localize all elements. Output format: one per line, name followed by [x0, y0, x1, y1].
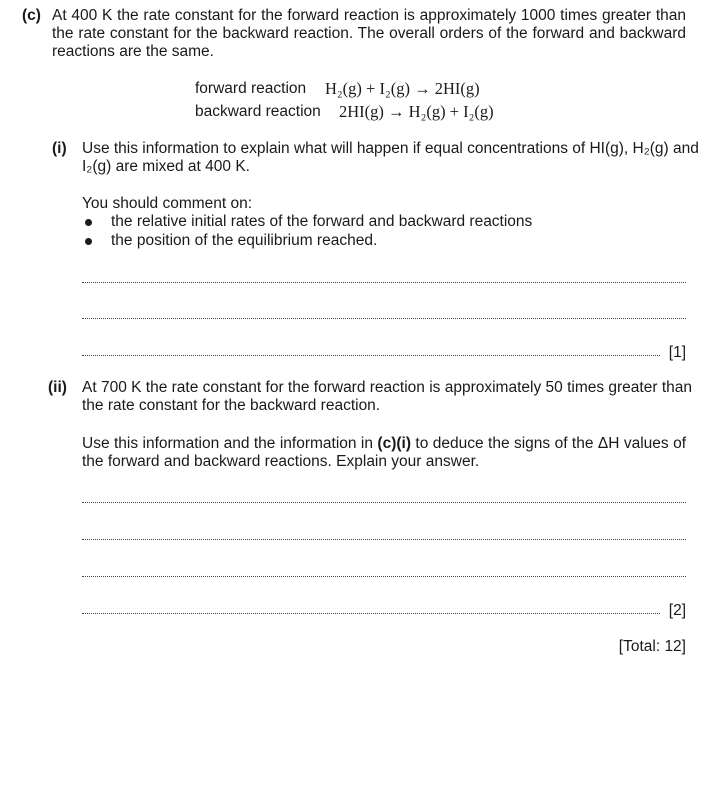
bullet-icon — [85, 238, 92, 245]
answer-line[interactable] — [82, 502, 686, 503]
part-ii-instruction-1 — [82, 435, 686, 453]
answer-line[interactable] — [82, 282, 686, 283]
bullet-icon — [85, 219, 92, 226]
bullet-item: the relative initial rates of the forward and backward reactions — [111, 213, 533, 230]
part-i-marks: [1] — [668, 344, 686, 361]
bullet-item: the position of the equilibrium reached. — [111, 232, 378, 249]
backward-reaction-label: backward reaction — [195, 103, 321, 120]
part-ii-line-1: At 700 K the rate constant for the forward reaction is approximately 50 times greater than — [82, 379, 692, 396]
answer-line[interactable] — [82, 576, 686, 577]
part-i-label: (i) — [52, 140, 67, 157]
comment-intro: You should comment on: — [82, 195, 253, 212]
instruction-text: to deduce the signs of the ΔH values of — [411, 435, 686, 452]
part-ii-label: (ii) — [48, 379, 67, 396]
part-c-line-1: At 400 K the rate constant for the forward reaction is approximately 1000 times greater than — [52, 7, 686, 24]
part-ii-instruction-2: the forward and backward reactions. Explain your answer. — [82, 453, 480, 470]
part-i-line-1: Use this information to explain what will happen if equal concentrations of HI(g), H₂(g) and — [82, 140, 699, 157]
answer-line[interactable] — [82, 318, 686, 319]
answer-line[interactable] — [82, 539, 686, 540]
part-c-label: (c) — [22, 7, 41, 24]
part-c-line-3: reactions are the same. — [52, 43, 214, 60]
forward-reaction-label: forward reaction — [195, 80, 307, 97]
part-ii-line-2: the rate constant for the backward reaction. — [82, 397, 381, 414]
instruction-reference: (c)(i) — [377, 435, 411, 452]
forward-reaction-equation: H₂(g) + I₂(g) → 2HI(g) — [325, 79, 480, 98]
instruction-text: Use this information and the information in — [82, 435, 378, 452]
answer-line[interactable] — [82, 613, 660, 614]
part-i-line-2: I₂(g) are mixed at 400 K. — [82, 158, 250, 175]
answer-line[interactable] — [82, 355, 660, 356]
total-marks: [Total: 12] — [618, 638, 686, 655]
part-c-line-2: the rate constant for the backward reaction. The overall orders of the forward and backward — [52, 25, 686, 42]
backward-reaction-equation: 2HI(g) → H₂(g) + I₂(g) — [339, 102, 494, 121]
part-ii-marks: [2] — [668, 602, 686, 619]
